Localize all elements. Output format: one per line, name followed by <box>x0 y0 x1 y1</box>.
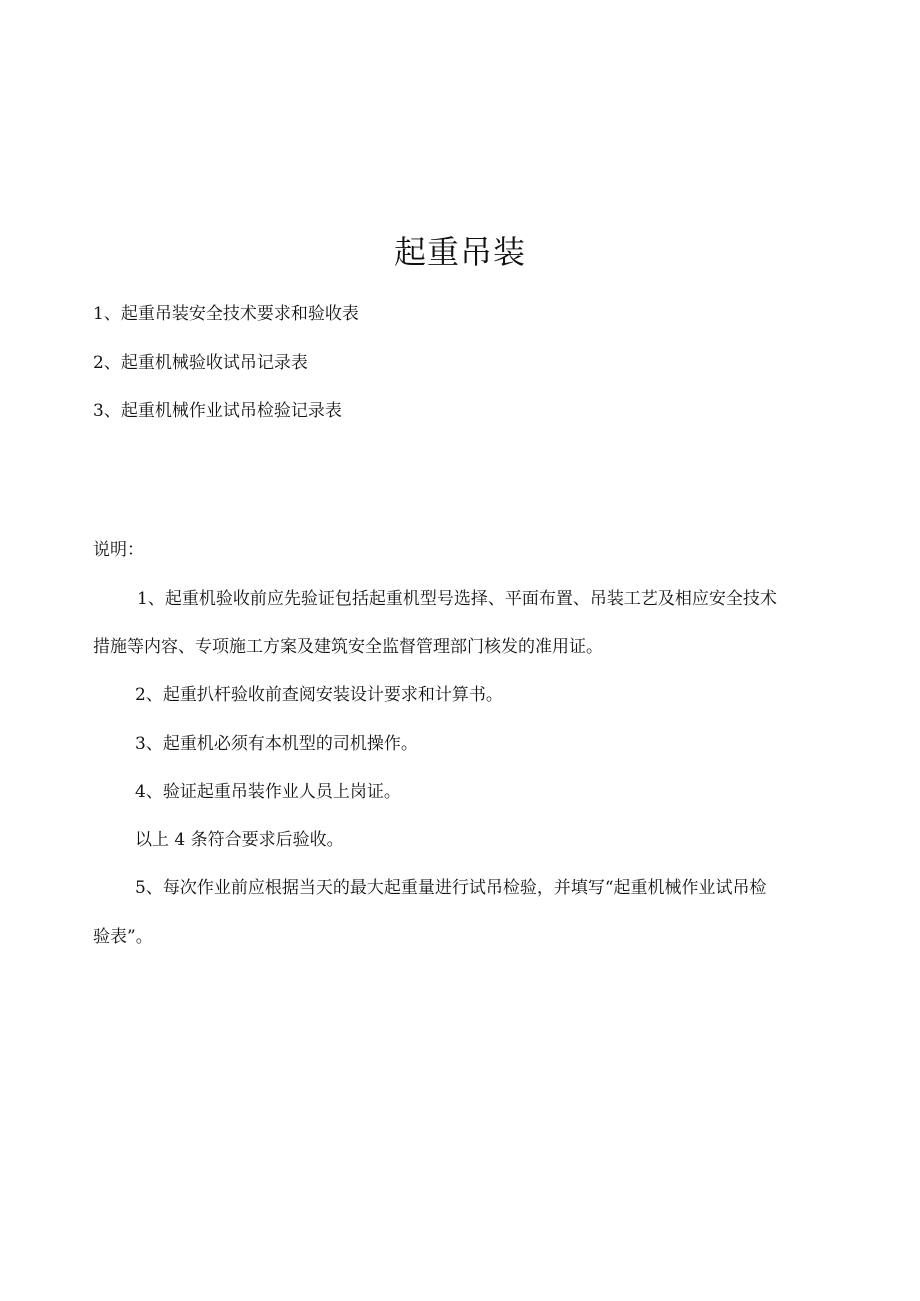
note-5-line-2: 验表”。 <box>93 927 153 947</box>
note-3: 3、起重机必须有本机型的司机操作。 <box>135 734 418 754</box>
note-1-line-1: 1、起重机验收前应先验证包括起重机型号选择、平面布置、吊装工艺及相应安全技术 <box>137 589 777 609</box>
toc-item-2: 2、起重机械验收试吊记录表 <box>93 353 308 373</box>
note-4: 4、验证起重吊装作业人员上岗证。 <box>135 782 401 802</box>
note-2: 2、起重扒杆验收前查阅安装设计要求和计算书。 <box>135 685 503 705</box>
document-title: 起重吊装 <box>393 233 526 271</box>
note-1-line-2: 措施等内容、专项施工方案及建筑安全监督管理部门核发的准用证。 <box>93 637 603 657</box>
toc-item-3: 3、起重机械作业试吊检验记录表 <box>93 401 342 421</box>
toc-item-1: 1、起重吊装安全技术要求和验收表 <box>93 304 359 324</box>
notes-label: 说明： <box>93 540 144 560</box>
note-5-line-1: 5、每次作业前应根据当天的最大起重量进行试吊检验，并填写“起重机械作业试吊检 <box>135 878 767 898</box>
notes-summary: 以上 4 条符合要求后验收。 <box>135 830 344 850</box>
